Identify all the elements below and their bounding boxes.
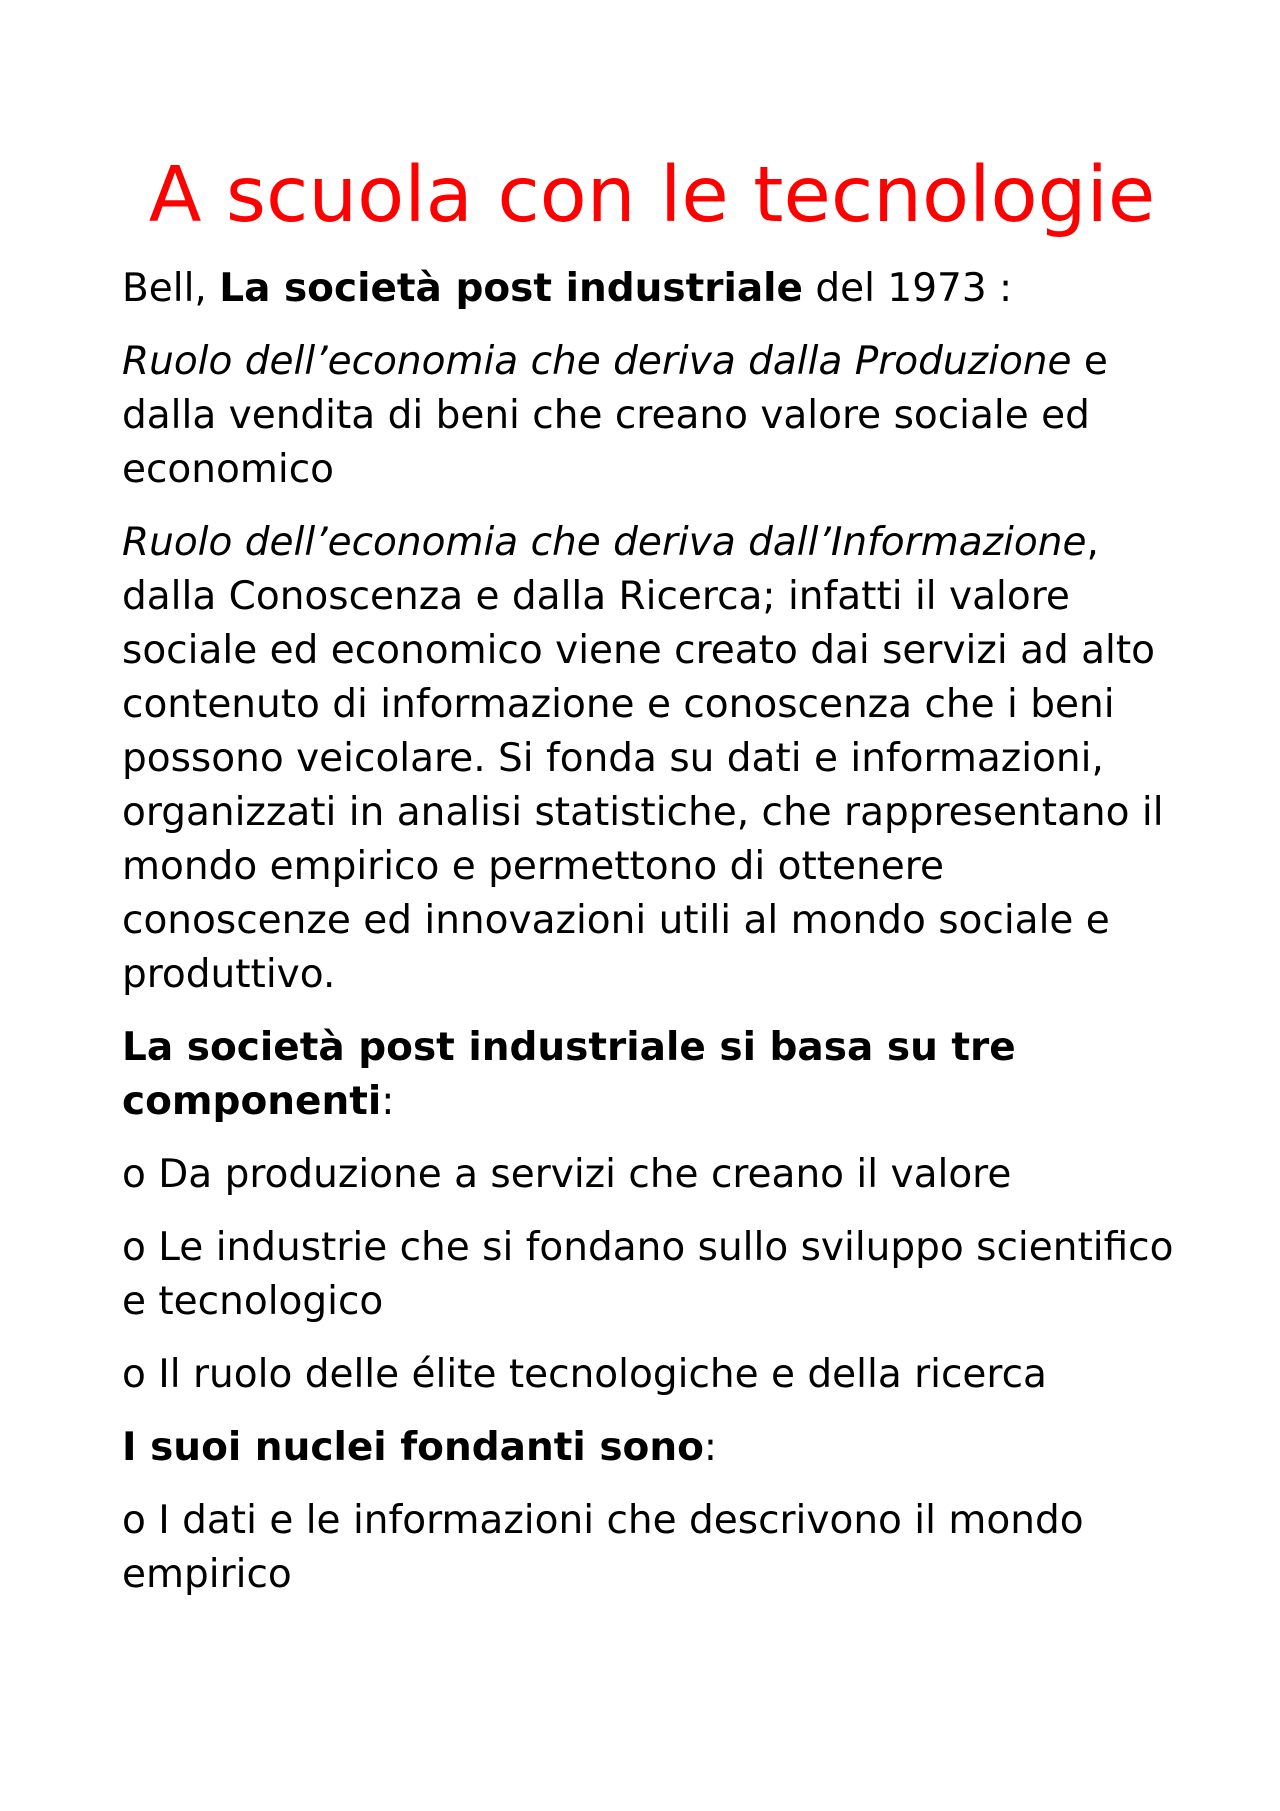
nuclei-heading-colon: : — [703, 1425, 718, 1470]
component-item: o Il ruolo delle élite tecnologiche e della ricerca — [122, 1352, 1047, 1397]
component-item: o Da produzione a servizi che creano il valore — [122, 1152, 1012, 1197]
nuclei-heading-bold: I suoi nuclei fondanti sono — [122, 1425, 704, 1470]
information-role-italic: Ruolo dell’economia che deriva dall’Informazione — [122, 520, 1087, 565]
information-role-text: , dalla Conoscenza e dalla Ricerca; infatti il valore sociale ed economico viene creato dai servizi ad alto contenuto di informazione e conoscenza che i beni possono veicolare. Si fonda su dati e informazioni, organizzati in analisi statistiche, che rappresentano il mondo empirico e permettono di ottenere conoscenze ed innovazioni utili al mondo sociale e produttivo. — [122, 520, 1164, 997]
intro-paragraph — [122, 262, 1182, 316]
components-heading — [122, 1021, 1182, 1129]
intro-book-title: La società post industriale — [219, 266, 803, 311]
production-role-text: e dalla vendita di beni che creano valore sociale ed economico — [122, 339, 1108, 492]
nucleus-item: o I dati e le informazioni che descrivono il mondo empirico — [122, 1498, 1084, 1597]
document-page — [122, 150, 1182, 1621]
information-paragraph — [122, 516, 1182, 1002]
document-title: A scuola con le tecnologie — [148, 151, 1156, 240]
intro-year: del 1973 : — [803, 266, 1013, 311]
nuclei-heading — [122, 1421, 1182, 1475]
intro-author: Bell, — [122, 266, 220, 311]
components-heading-bold: La società post industriale si basa su tre componenti — [122, 1025, 1016, 1124]
components-heading-colon: : — [381, 1079, 395, 1124]
component-item: o Le industrie che si fondano sullo sviluppo scientifico e tecnologico — [122, 1225, 1174, 1324]
production-paragraph — [122, 335, 1182, 497]
production-role-italic: Ruolo dell’economia che deriva dalla Produzione — [122, 339, 1072, 384]
